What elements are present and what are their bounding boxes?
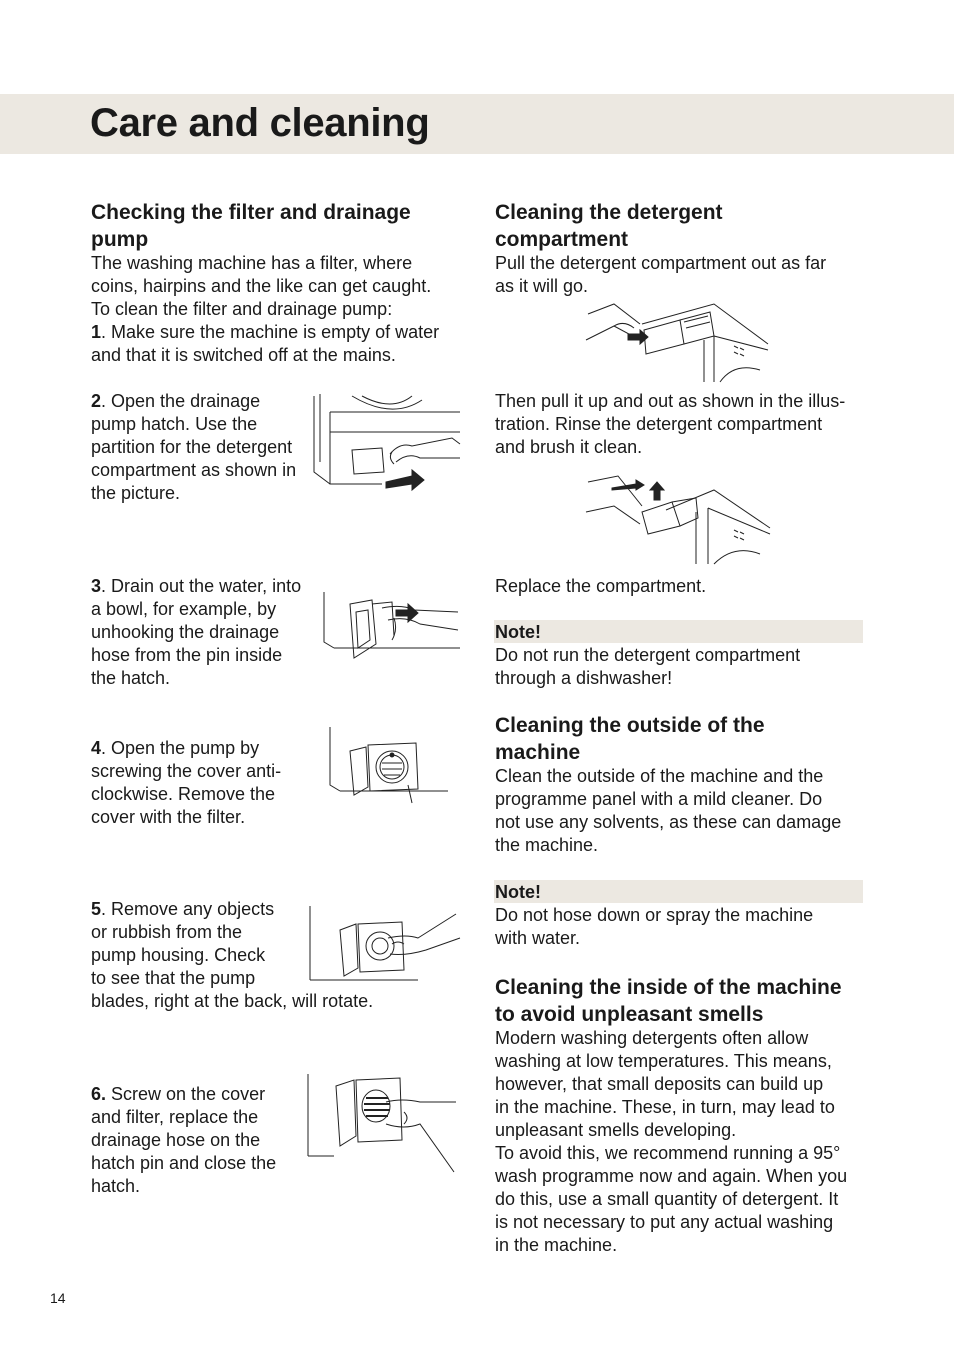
replace-cover-illustration	[304, 1072, 460, 1174]
page-number: 14	[50, 1290, 66, 1306]
page-title: Care and cleaning	[90, 101, 430, 145]
detergent-text-2: Then pull it up and out as shown in the illus- tration. Rinse the detergent compartment and brush it clean.	[495, 391, 846, 457]
lift-drawer-illustration	[584, 472, 772, 566]
outside-text: Clean the outside of the machine and the programme panel with a mild cleaner. Do not use any solvents, as these can damage the machine.	[495, 766, 842, 855]
pull-drawer-illustration	[584, 300, 772, 384]
note-bar-2	[494, 880, 863, 903]
step-3-text: 3. Drain out the water, into a bowl, for example, by unhooking the drainage hose from the pin inside the hatch.	[91, 576, 302, 688]
note-bar-1	[494, 620, 863, 643]
note-label-1: Note!	[495, 622, 541, 642]
filter-heading: Checking the filter and drainage pump	[91, 201, 411, 251]
detergent-note: Do not run the detergent compartment through a dishwasher!	[495, 645, 801, 688]
step-4-text: 4. Open the pump by screwing the cover anti- clockwise. Remove the cover with the filter.	[91, 738, 282, 827]
drain-hose-illustration	[322, 590, 462, 662]
step-2-text: 2. Open the drainage pump hatch. Use the partition for the detergent compartment as shown in the picture.	[91, 391, 297, 503]
open-hatch-illustration	[312, 392, 462, 494]
inside-text: Modern washing detergents often allow washing at low temperatures. This means, however, that small deposits can build up in the machine. These, in turn, may lead to unpleasant smells developing. To avoid this, we recommend running a 95° wash programme now and again. When you do this, use a small quantity of detergent. It is not necessary to put any actual washing in the machine.	[495, 1028, 848, 1255]
detergent-text-3: Replace the compartment.	[495, 576, 707, 596]
note-label-2: Note!	[495, 882, 541, 902]
inside-heading: Cleaning the inside of the machine to avoid unpleasant smells	[495, 976, 842, 1026]
detergent-text-1: Pull the detergent compartment out as far as it will go.	[495, 253, 827, 296]
pump-housing-illustration	[306, 904, 462, 986]
step-6-text: 6. Screw on the cover and filter, replace the drainage hose on the hatch pin and close the hatch.	[91, 1084, 277, 1196]
outside-heading: Cleaning the outside of the machine	[495, 714, 765, 764]
pump-cover-illustration	[328, 725, 450, 807]
filter-intro: The washing machine has a filter, where coins, hairpins and the like can get caught. To clean the filter and drainage pump: 1. Make sure the machine is empty of water and that it is switched off at the mains.	[91, 253, 440, 365]
outside-note: Do not hose down or spray the machine with water.	[495, 905, 814, 948]
detergent-heading: Cleaning the detergent compartment	[495, 201, 723, 251]
step-5-text: 5. Remove any objects or rubbish from the pump housing. Check to see that the pump blades, right at the back, will rotate.	[91, 899, 374, 1011]
